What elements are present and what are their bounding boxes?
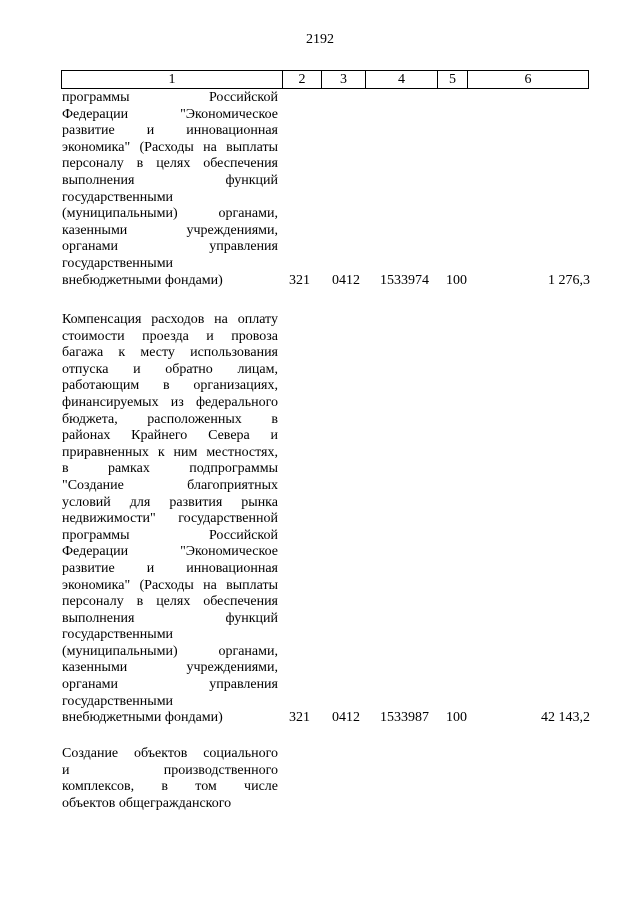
description-line: выполнения функций [62,610,278,626]
column-header-3: 3 [322,71,366,89]
row-cell-col2: 321 [289,272,310,288]
description-line: отпуска и обратно лицам, [62,361,278,377]
description-line: развитие и инновационная [62,560,278,576]
description-line: стоимости проезда и провоза [62,328,278,344]
description-line: казенными учреждениями, [62,660,278,676]
description-line: бюджета, расположенных в [62,411,278,427]
row-cell-col4: 1533987 [380,710,429,726]
description-line: программы Российской [62,527,278,543]
description-line: и производственного [62,762,278,778]
description-line: недвижимости" государственной [62,511,278,527]
row-cell-col3: 0412 [332,272,360,288]
column-header-4: 4 [366,71,438,89]
description-line: экономика" (Расходы на выплаты [62,577,278,593]
description-line: Федерации "Экономическое [62,544,278,560]
row-cell-col6: 1 276,3 [548,272,590,288]
description-line: (муниципальными) органами, [62,206,278,222]
column-header-2: 2 [283,71,322,89]
description-line: органами управления [62,239,278,255]
row-description [62,312,278,727]
column-header-table [61,70,589,89]
description-line: (муниципальными) органами, [62,643,278,659]
description-line: государственными [62,189,174,205]
description-line: персоналу в целях обеспечения [62,594,278,610]
column-header-6: 6 [468,71,589,89]
row-description [62,90,278,289]
description-line: внебюджетными фондами) [62,710,223,726]
description-line: работающим в организациях, [62,378,278,394]
description-line: экономика" (Расходы на выплаты [62,139,278,155]
row-description [62,746,278,812]
description-line: комплексов, в том числе [62,779,278,795]
description-line: развитие и инновационная [62,123,278,139]
description-line: Федерации "Экономическое [62,106,278,122]
description-line: органами управления [62,677,278,693]
description-line: программы Российской [62,90,278,105]
description-line: государственными [62,255,174,271]
column-header-5: 5 [438,71,468,89]
description-line: приравненных к ним местностях, [62,444,278,460]
description-line: условий для развития рынка [62,494,278,510]
row-cell-col2: 321 [289,710,310,726]
description-line: багажа к месту использования [62,345,278,361]
description-line: государственными [62,693,174,709]
description-line: внебюджетными фондами) [62,272,223,288]
page-number: 2192 [306,32,334,47]
description-line: "Создание благоприятных [62,477,278,493]
description-line: персоналу в целях обеспечения [62,156,278,172]
row-cell-col5: 100 [446,710,467,726]
row-cell-col4: 1533974 [380,272,429,288]
description-line: в рамках подпрограммы [62,461,278,477]
description-line: объектов общегражданского [62,795,232,811]
column-header-1: 1 [62,71,283,89]
row-cell-col6: 42 143,2 [541,710,590,726]
description-line: государственными [62,627,174,643]
description-line: казенными учреждениями, [62,222,278,238]
description-line: районах Крайнего Севера и [62,428,278,444]
description-line: Создание объектов социального [62,746,278,761]
column-header-row [62,71,589,89]
row-cell-col5: 100 [446,272,467,288]
description-line: Компенсация расходов на оплату [62,312,278,327]
description-line: выполнения функций [62,172,278,188]
row-cell-col3: 0412 [332,710,360,726]
description-line: финансируемых из федерального [62,394,278,410]
